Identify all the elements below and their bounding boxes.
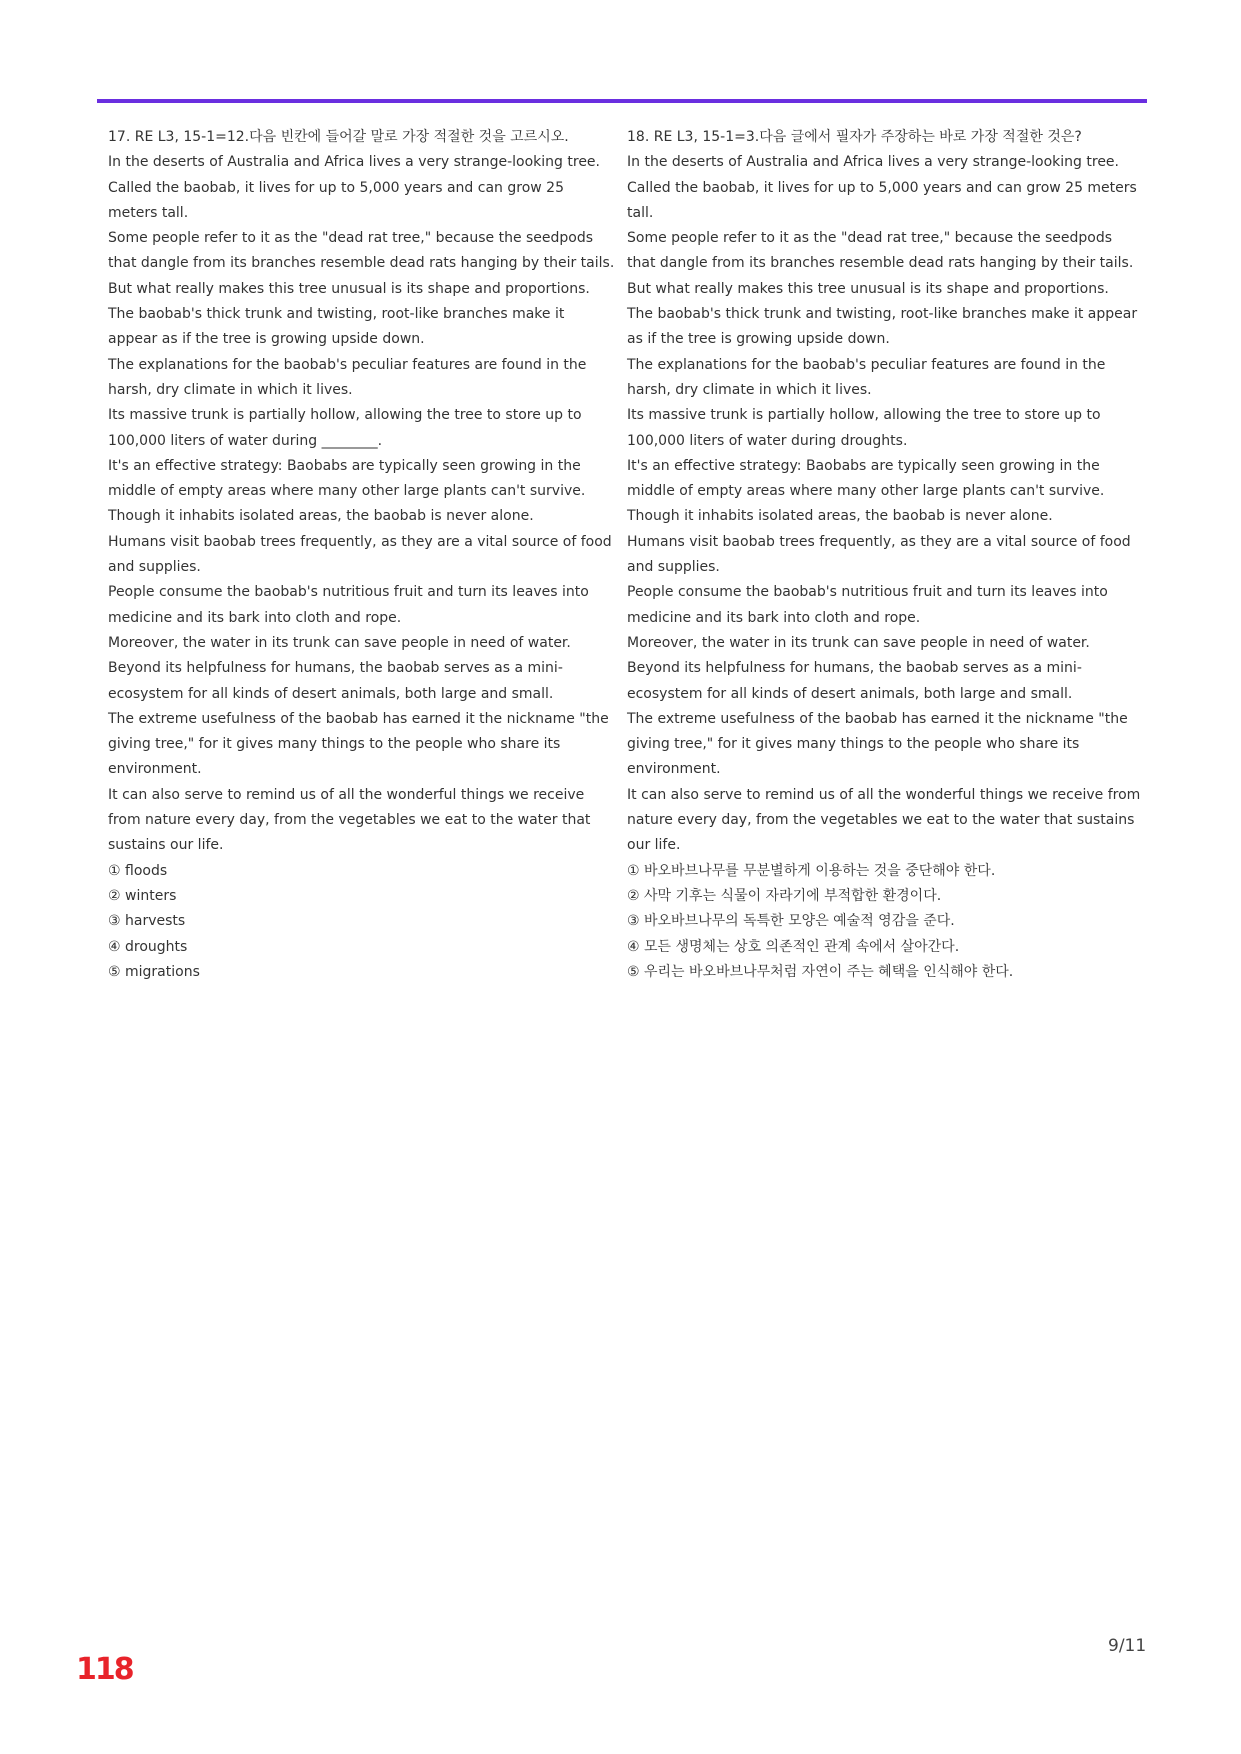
page-number: 118 (76, 1652, 133, 1687)
passage-line: Humans visit baobab trees frequently, as they are a vital source of food and supplies. (627, 533, 1131, 576)
passage-line: Its massive trunk is partially hollow, allowing the tree to store up to 100,000 liters of water during droughts. (627, 407, 1101, 449)
passage-line: The explanations for the baobab's peculiar features are found in the harsh, dry climate in which it lives. (108, 356, 587, 398)
passage-line: People consume the baobab's nutritious fruit and turn its leaves into medicine and its bark into cloth and rope. (627, 584, 1108, 626)
passage-line: Some people refer to it as the "dead rat tree," because the seedpods that dangle from its branches resemble dead rats hanging by their tails. (627, 230, 1134, 272)
passage-line: Moreover, the water in its trunk can save people in need of water. (627, 634, 1090, 651)
passage-line: The extreme usefulness of the baobab has earned it the nickname "the giving tree," for it gives many things to the people who share its environment. (108, 710, 609, 778)
answer-option: ② winters (108, 887, 177, 904)
passage-line: Some people refer to it as the "dead rat tree," because the seedpods that dangle from its branches resemble dead rats hanging by their tails. (108, 230, 615, 272)
answer-option: ① floods (108, 862, 168, 879)
answer-option: ① 바오바브나무를 무분별하게 이용하는 것을 중단해야 한다. (627, 862, 996, 879)
passage-line: It's an effective strategy: Baobabs are typically seen growing in the middle of empty areas where many other large plants can't survive. (627, 457, 1105, 500)
answer-option: ⑤ migrations (108, 963, 200, 980)
passage-line: It can also serve to remind us of all the wonderful things we receive from nature every day, from the vegetables we eat to the water that sustains our life. (627, 786, 1141, 854)
question-18 (627, 125, 1143, 985)
passage-line: Called the baobab, it lives for up to 5,000 years and can grow 25 meters tall. (108, 179, 564, 221)
passage-line: But what really makes this tree unusual is its shape and proportions. (108, 280, 590, 297)
header-divider (97, 99, 1147, 103)
passage-line: Moreover, the water in its trunk can save people in need of water. (108, 634, 571, 651)
passage-line: Humans visit baobab trees frequently, as they are a vital source of food and supplies. (108, 533, 612, 576)
question-17 (108, 125, 616, 985)
passage-line: The baobab's thick trunk and twisting, root-like branches make it appear as if the tree is growing upside down. (108, 306, 565, 348)
passage-line: Its massive trunk is partially hollow, allowing the tree to store up to 100,000 liters of water during ________. (108, 407, 582, 449)
passage-line: But what really makes this tree unusual is its shape and proportions. (627, 280, 1109, 297)
page-count: 9/11 (1108, 1636, 1147, 1656)
passage-line: People consume the baobab's nutritious fruit and turn its leaves into medicine and its bark into cloth and rope. (108, 584, 589, 626)
passage-line: Beyond its helpfulness for humans, the baobab serves as a mini-ecosystem for all kinds of desert animals, both large and small. (108, 660, 563, 702)
passage-line: Beyond its helpfulness for humans, the baobab serves as a mini-ecosystem for all kinds of desert animals, both large and small. (627, 660, 1082, 702)
question-header: 17. RE L3, 15-1=12.다음 빈칸에 들어갈 말로 가장 적절한 것을 고르시오. (108, 129, 569, 145)
passage-line: The baobab's thick trunk and twisting, root-like branches make it appear as if the tree is growing upside down. (627, 306, 1138, 348)
passage-line: It can also serve to remind us of all the wonderful things we receive from nature every day, from the vegetables we eat to the water that sustains our life. (108, 786, 591, 854)
passage-line: The explanations for the baobab's peculiar features are found in the harsh, dry climate in which it lives. (627, 356, 1106, 398)
answer-option: ④ droughts (108, 938, 188, 955)
passage-line: Though it inhabits isolated areas, the baobab is never alone. (108, 508, 534, 525)
passage-line: In the deserts of Australia and Africa lives a very strange-looking tree. (108, 154, 600, 171)
answer-option: ③ harvests (108, 913, 186, 930)
answer-option: ② 사막 기후는 식물이 자라기에 부적합한 환경이다. (627, 887, 942, 904)
answer-option: ④ 모든 생명체는 상호 의존적인 관계 속에서 살아간다. (627, 938, 960, 955)
passage-line: In the deserts of Australia and Africa lives a very strange-looking tree. (627, 154, 1119, 171)
passage-line: Though it inhabits isolated areas, the baobab is never alone. (627, 508, 1053, 525)
passage-line: It's an effective strategy: Baobabs are typically seen growing in the middle of empty areas where many other large plants can't survive. (108, 457, 586, 500)
question-header: 18. RE L3, 15-1=3.다음 글에서 필자가 주장하는 바로 가장 적절한 것은? (627, 129, 1082, 145)
passage-line: Called the baobab, it lives for up to 5,000 years and can grow 25 meters tall. (627, 179, 1137, 221)
answer-option: ⑤ 우리는 바오바브나무처럼 자연이 주는 혜택을 인식해야 한다. (627, 963, 1014, 980)
answer-option: ③ 바오바브나무의 독특한 모양은 예술적 영감을 준다. (627, 913, 955, 930)
passage-line: The extreme usefulness of the baobab has earned it the nickname "the giving tree," for it gives many things to the people who share its environment. (627, 710, 1128, 778)
